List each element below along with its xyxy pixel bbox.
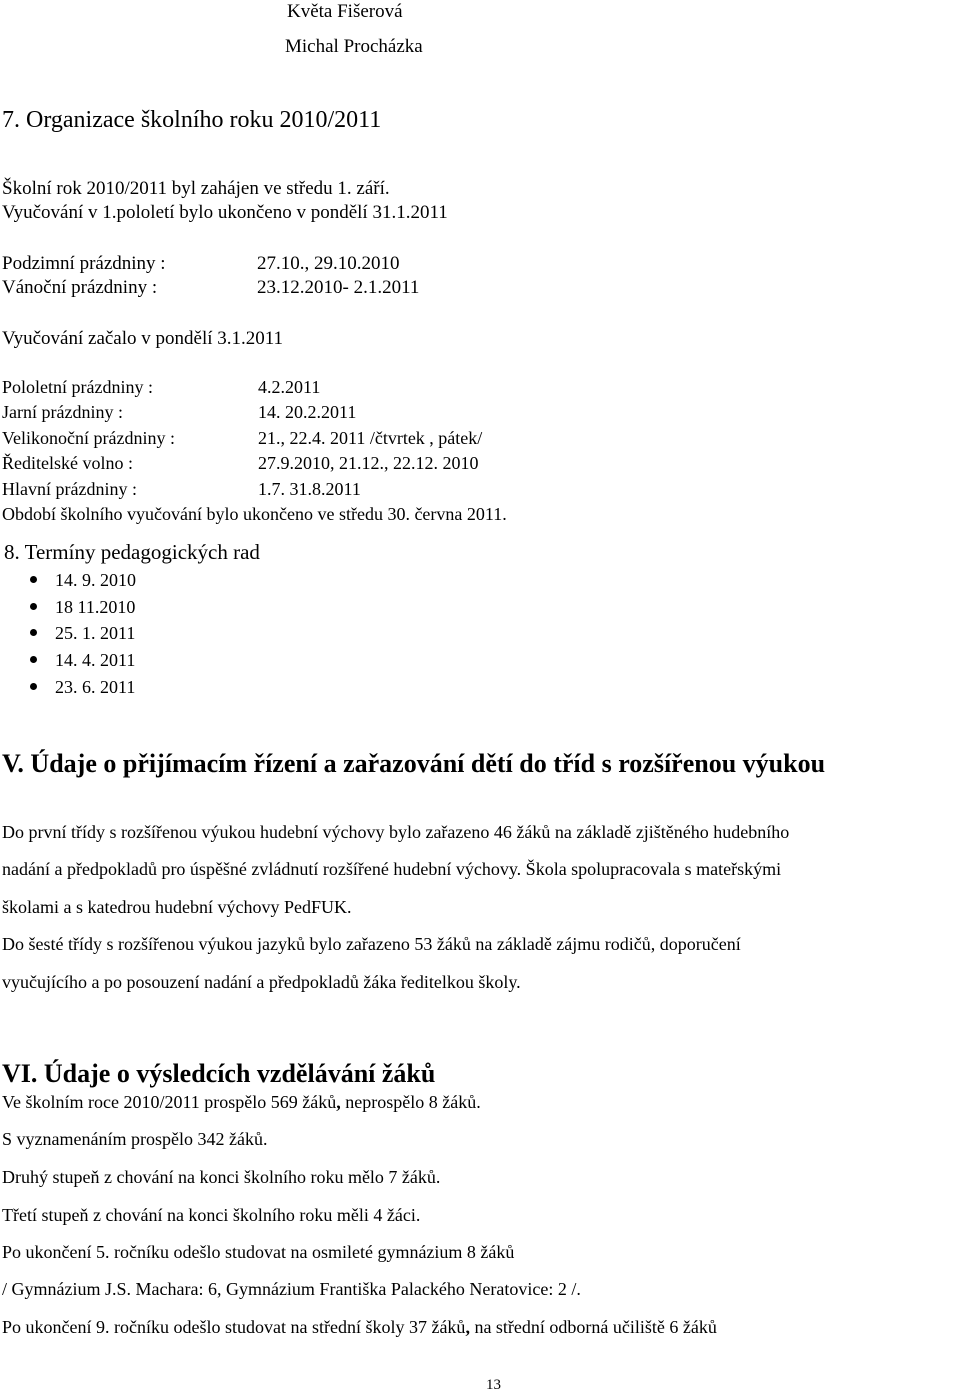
section-v-line-1: Do první třídy s rozšířenou výukou hudební výchovy bylo zařazeno 46 žáků na základě zjištěného hudebního xyxy=(2,822,790,842)
school-period-end: Období školního vyučování bylo ukončeno ve středu 30. června 2011. xyxy=(2,504,507,524)
meeting-date-4: 14. 4. 2011 xyxy=(55,650,136,670)
results-grade-5-leavers: Po ukončení 5. ročníku odešlo studovat na osmileté gymnázium 8 žáků xyxy=(2,1242,515,1262)
holiday-easter-label: Velikonoční prázdniny : xyxy=(2,428,175,448)
results-line-1 xyxy=(2,1091,481,1113)
section-v-line-2: nadání a předpokladů pro úspěšné zvládnutí rozšířené hudební výchovy. Škola spolupracovala s mateřskými xyxy=(2,859,782,879)
meeting-date-3: 25. 1. 2011 xyxy=(55,623,136,643)
meeting-date-2: 18 11.2010 xyxy=(55,597,136,617)
director-leave-label: Ředitelské volno : xyxy=(2,453,133,473)
results-gymnasium-detail: / Gymnázium J.S. Machara: 6, Gymnázium Františka Palackého Neratovice: 2 /. xyxy=(2,1279,581,1299)
holiday-autumn-value: 27.10., 29.10.2010 xyxy=(257,253,400,274)
holiday-halfterm-label: Pololetní prázdniny : xyxy=(2,377,153,397)
results-grade-9-comma: , xyxy=(465,1317,470,1337)
holiday-halfterm-value: 4.2.2011 xyxy=(258,377,321,397)
section-v-line-3: školami a s katedrou hudební výchovy PedFUK. xyxy=(2,897,352,917)
section-8-title: 8. Termíny pedagogických rad xyxy=(4,540,260,564)
holiday-spring-value: 14. 20.2.2011 xyxy=(258,402,357,422)
bullet xyxy=(30,603,37,610)
holiday-autumn-label: Podzimní prázdniny : xyxy=(2,253,166,274)
section-v-title: V. Údaje o přijímacím řízení a zařazování dětí do tříd s rozšířenou výukou xyxy=(2,749,826,778)
meeting-date-1: 14. 9. 2010 xyxy=(55,570,136,590)
bullet xyxy=(30,629,37,636)
results-grade-9-leavers xyxy=(2,1316,717,1338)
results-grade-9-vocational: na střední odborná učiliště 6 žáků xyxy=(469,1317,717,1337)
author-2: Michal Procházka xyxy=(285,36,423,57)
bullet xyxy=(30,576,37,583)
section-vi-title: VI. Údaje o výsledcích vzdělávání žáků xyxy=(2,1059,436,1088)
holiday-summer-value: 1.7. 31.8.2011 xyxy=(258,479,361,499)
school-year-line: Školní rok 2010/2011 byl zahájen ve středu 1. září. xyxy=(2,178,390,199)
results-behavior-2: Druhý stupeň z chování na konci školního roku mělo 7 žáků. xyxy=(2,1167,441,1187)
author-1: Květa Fišerová xyxy=(287,1,403,22)
meeting-date-5: 23. 6. 2011 xyxy=(55,677,136,697)
bullet xyxy=(30,656,37,663)
section-v-line-5: vyučujícího a po posouzení nadání a předpokladů žáka ředitelkou školy. xyxy=(2,972,521,992)
holiday-spring-label: Jarní prázdniny : xyxy=(2,402,123,422)
bullet xyxy=(30,683,37,690)
results-grade-9-high-school: Po ukončení 9. ročníku odešlo studovat na střední školy 37 žáků xyxy=(2,1317,466,1337)
holiday-christmas-value: 23.12.2010- 2.1.2011 xyxy=(257,277,420,298)
results-comma: , xyxy=(336,1092,341,1112)
page-number: 13 xyxy=(486,1377,501,1393)
holiday-easter-value: 21., 22.4. 2011 /čtvrtek , pátek/ xyxy=(258,428,483,448)
results-honors: S vyznamenáním prospělo 342 žáků. xyxy=(2,1129,268,1149)
results-behavior-3: Třetí stupeň z chování na konci školního roku měli 4 žáci. xyxy=(2,1205,421,1225)
section-v-line-4: Do šesté třídy s rozšířenou výukou jazyků bylo zařazeno 53 žáků na základě zájmu rodičů, doporučení xyxy=(2,934,741,954)
classes-restart-line: Vyučování začalo v pondělí 3.1.2011 xyxy=(2,328,284,349)
results-failed-text: neprospělo 8 žáků. xyxy=(340,1092,481,1112)
results-passed-text: Ve školním roce 2010/2011 prospělo 569 žáků xyxy=(2,1092,337,1112)
holiday-christmas-label: Vánoční prázdniny : xyxy=(2,277,158,298)
first-term-line: Vyučování v 1.pololetí bylo ukončeno v pondělí 31.1.2011 xyxy=(2,202,448,223)
director-leave-value: 27.9.2010, 21.12., 22.12. 2010 xyxy=(258,453,479,473)
section-7-title: 7. Organizace školního roku 2010/2011 xyxy=(2,107,382,133)
holiday-summer-label: Hlavní prázdniny : xyxy=(2,479,137,499)
